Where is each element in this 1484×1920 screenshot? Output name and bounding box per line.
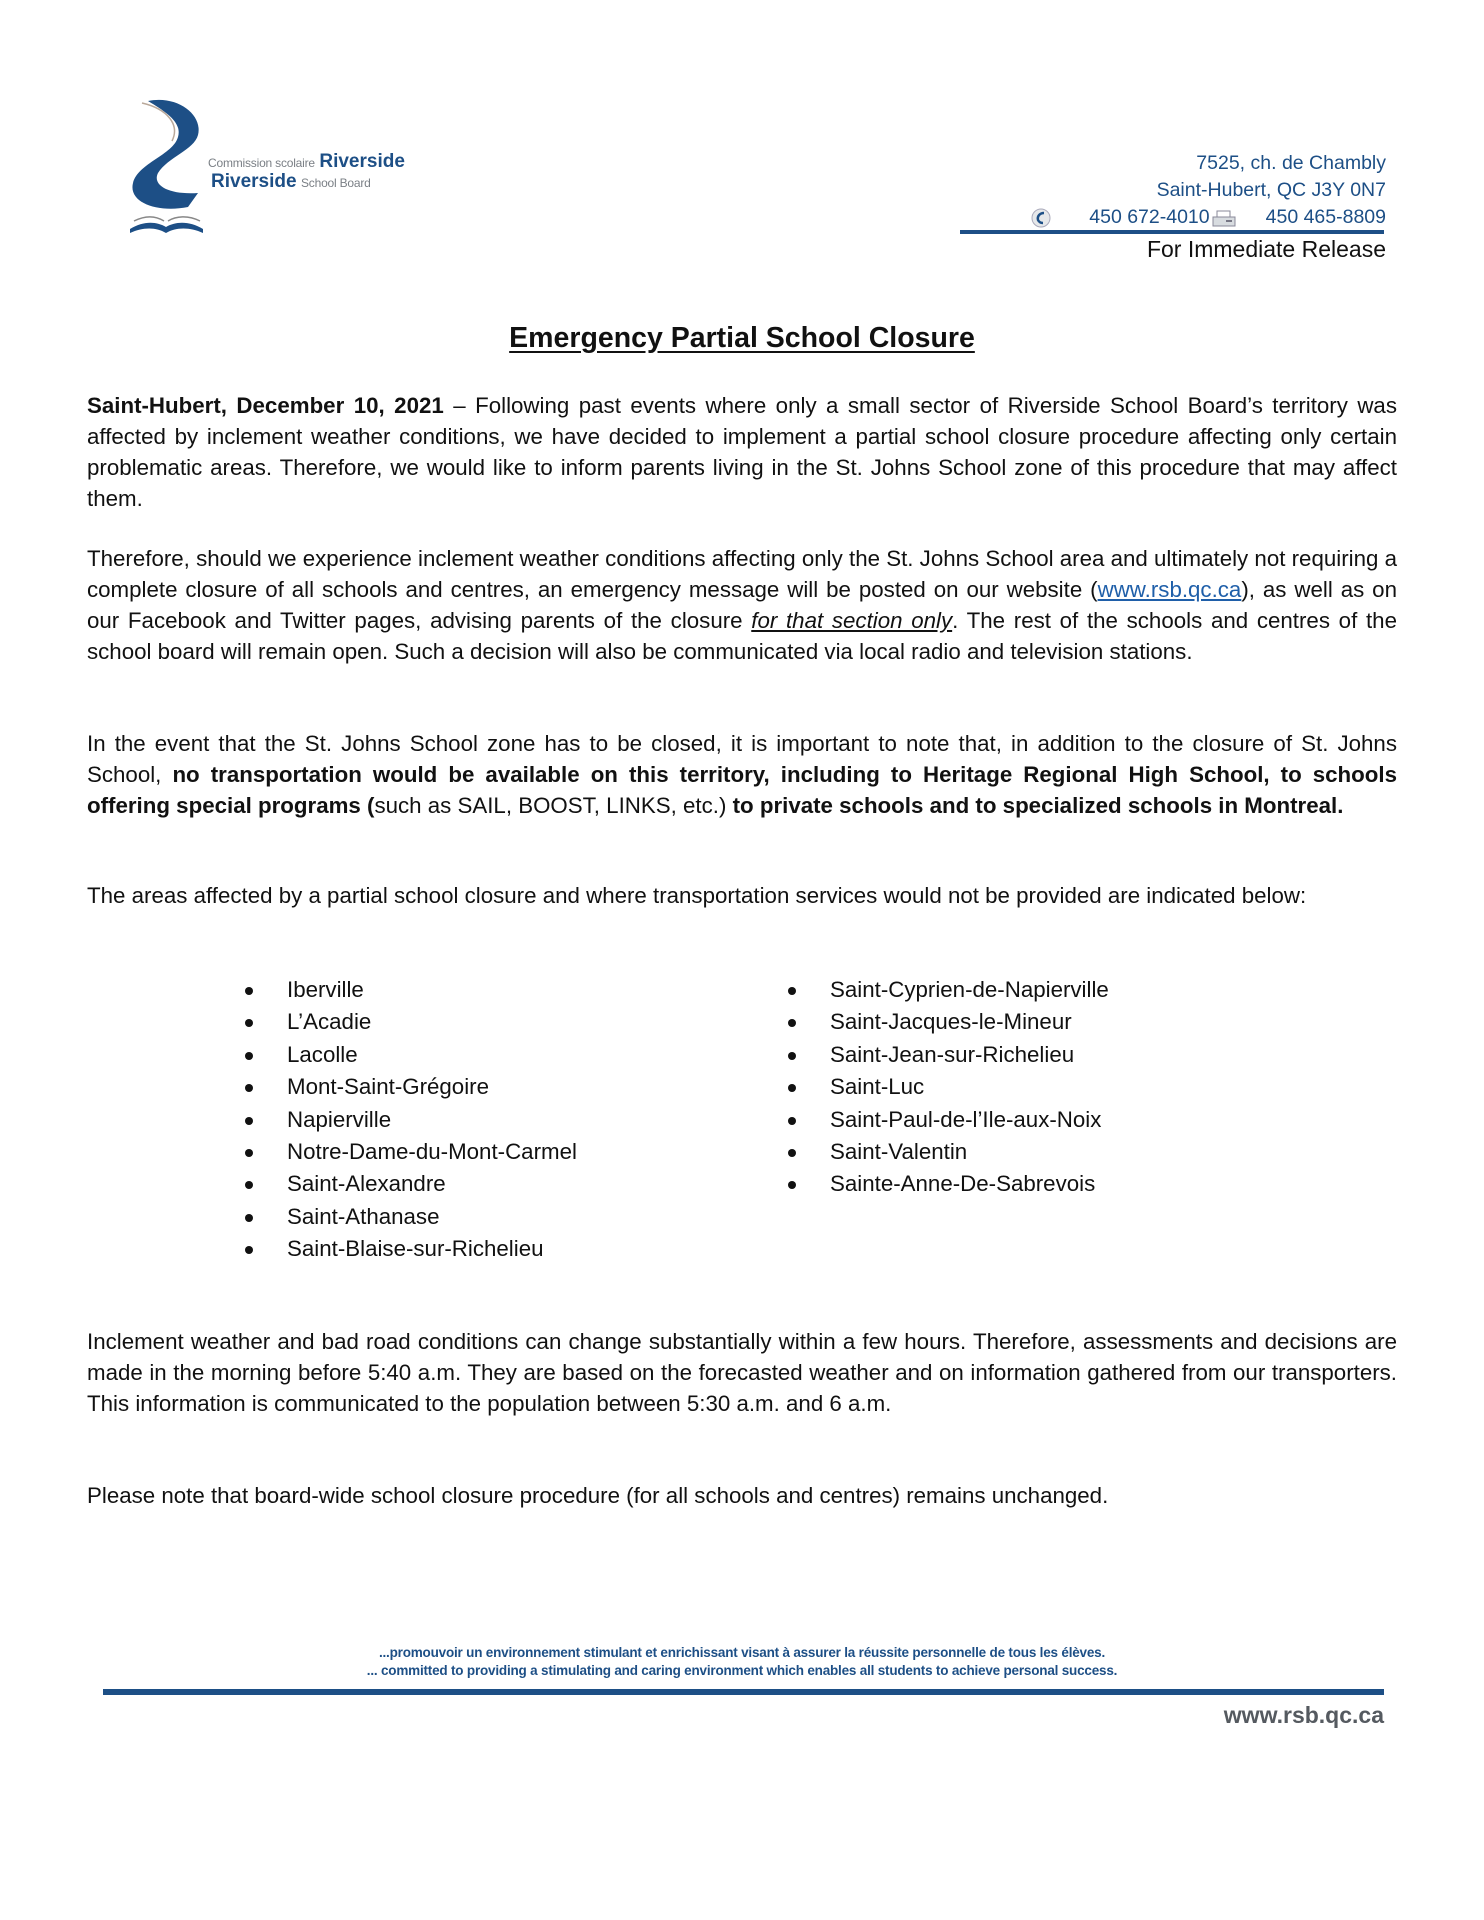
list-item: Saint-Alexandre [245, 1168, 577, 1200]
list-item: Saint-Jean-sur-Richelieu [788, 1039, 1109, 1071]
school-board-logo [128, 95, 448, 245]
fax-icon [1212, 209, 1236, 227]
phone-icon [1031, 208, 1051, 228]
section-only-emphasis: for that section only [751, 608, 953, 633]
logo-riverside-en: Riverside [211, 171, 297, 192]
page-title: Emergency Partial School Closure [509, 322, 975, 354]
transportation-bold-2: to private schools and to specialized schools in Montreal. [726, 793, 1344, 818]
address-line-2: Saint-Hubert, QC J3Y 0N7 [1156, 179, 1386, 201]
transportation-text-start: In the event that the St. Johns School zone has to be closed, it is important to note that, in addition to the closure of St. Johns School, [87, 731, 1397, 787]
mission-fr: ...promouvoir un environnement stimulant et enrichissant visant à assurer la réussite personnelle de tous les élèves. [378, 1645, 1106, 1660]
areas-list-right [788, 974, 1109, 1201]
list-item: Saint-Luc [788, 1071, 1109, 1103]
transportation-programs: such as SAIL, BOOST, LINKS, etc.) [374, 793, 727, 818]
mission-en: ... committed to providing a stimulating and caring environment which enables all students to achieve personal success. [366, 1663, 1118, 1678]
header-divider [960, 230, 1384, 234]
notification-text-end: . The rest of the schools and centres of the school board will remain open. Such a decision will also be communicated via local radio and television stations. [87, 608, 1397, 664]
list-item: Saint-Athanase [245, 1201, 577, 1233]
release-label: For Immediate Release [1146, 236, 1386, 262]
dateline: Saint-Hubert, December 10, 2021 [87, 393, 444, 418]
river-book-logo-icon [128, 95, 208, 245]
list-item: Saint-Paul-de-l’Ile-aux-Noix [788, 1104, 1109, 1136]
footer-website[interactable]: www.rsb.qc.ca [1223, 1702, 1384, 1728]
paragraph-intro [87, 390, 1397, 514]
paragraph-timing: Inclement weather and bad road conditions can change substantially within a few hours. Therefore, assessments and decisions are made in the morning before 5:40 a.m. They are based on the forecasted weather and on information gathered from our transporters. This information is communicated to the population between 5:30 a.m. and 6 a.m. [87, 1329, 1397, 1416]
logo-school-board: School Board [301, 176, 371, 190]
list-item: Saint-Valentin [788, 1136, 1109, 1168]
list-item: Napierville [245, 1104, 577, 1136]
list-item: Mont-Saint-Grégoire [245, 1071, 577, 1103]
notification-text-start: Therefore, should we experience inclement weather conditions affecting only the St. Johns School area and ultimately not requiring a complete closure of all schools and centres, an emergency message will be posted on our website ( [87, 546, 1397, 602]
list-item: Saint-Blaise-sur-Richelieu [245, 1233, 577, 1265]
paragraph-board-wide-note: Please note that board-wide school closure procedure (for all schools and centres) remains unchanged. [87, 1483, 1109, 1508]
list-item: Saint-Cyprien-de-Napierville [788, 974, 1109, 1006]
mission-statement [0, 1644, 1484, 1680]
footer-divider [103, 1689, 1384, 1695]
notification-text-middle: ), as well as on our Facebook and Twitter pages, advising parents of the closure [87, 577, 1397, 633]
phone-number: 450 672-4010 [1089, 206, 1210, 228]
paragraph-transportation [87, 728, 1397, 821]
paragraph-notification [87, 543, 1397, 667]
address-line-1: 7525, ch. de Chambly [1196, 152, 1386, 174]
contact-block [1031, 150, 1386, 231]
areas-list-left [245, 974, 577, 1266]
website-link[interactable]: www.rsb.qc.ca [1097, 577, 1242, 602]
transportation-bold-1: no transportation would be available on this territory, including to Heritage Regional High School, to schools offering special programs ( [87, 762, 1397, 818]
intro-text: – Following past events where only a small sector of Riverside School Board’s territory was affected by inclement weather conditions, we have decided to implement a partial school closure procedure affecting only certain problematic areas. Therefore, we would like to inform parents living in the St. Johns School zone of this procedure that may affect them. [87, 393, 1397, 511]
list-item: Iberville [245, 974, 577, 1006]
list-item: Saint-Jacques-le-Mineur [788, 1006, 1109, 1038]
list-item: L’Acadie [245, 1006, 577, 1038]
logo-riverside-fr: Riverside [319, 151, 405, 172]
list-item: Notre-Dame-du-Mont-Carmel [245, 1136, 577, 1168]
logo-commission-scolaire: Commission scolaire [208, 156, 315, 170]
list-item: Sainte-Anne-De-Sabrevois [788, 1168, 1109, 1200]
fax-number: 450 465-8809 [1265, 206, 1386, 228]
list-item: Lacolle [245, 1039, 577, 1071]
paragraph-areas-intro: The areas affected by a partial school closure and where transportation services would not be provided are indicated below: [87, 883, 1307, 908]
